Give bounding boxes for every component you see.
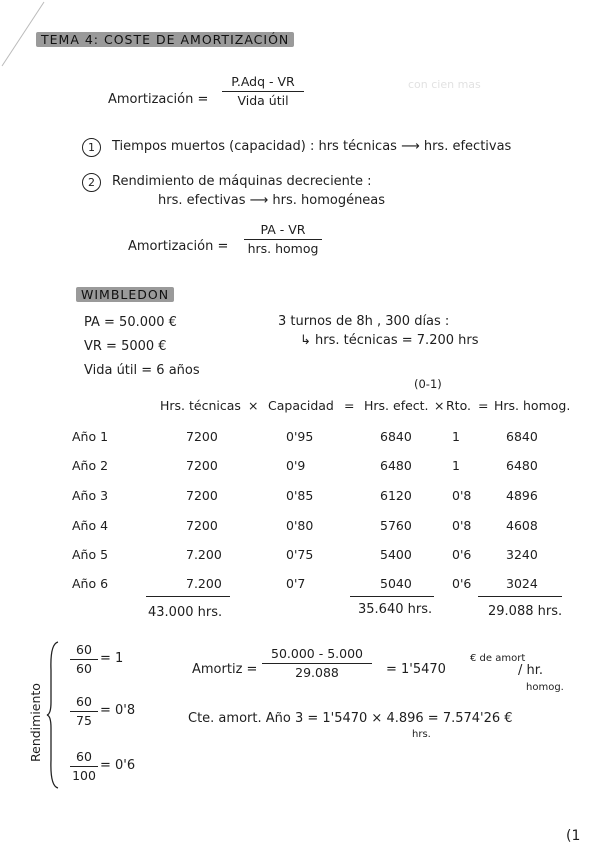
- rend-den: 100: [72, 768, 96, 784]
- cell-efec: 5040: [380, 576, 412, 591]
- calc-unit-top: € de amort: [470, 653, 526, 664]
- cell-tec: 7200: [186, 429, 218, 444]
- rend-fraction: [70, 749, 98, 784]
- horas-tecnicas: ↳ hrs. técnicas = 7.200 hrs: [300, 333, 479, 348]
- fraction-bar: [222, 91, 304, 92]
- cell-rto: 1: [452, 429, 460, 444]
- cell-cap: 0'80: [286, 518, 314, 533]
- rend-num: 60: [76, 642, 92, 657]
- total-efec: 35.640 hrs.: [358, 602, 433, 617]
- item2-marker: 2: [82, 173, 101, 192]
- cell-homog: 6840: [506, 429, 538, 444]
- cell-homog: 3240: [506, 547, 538, 562]
- calc-numerator: 50.000 - 5.000: [271, 646, 363, 661]
- fraction-bar: [244, 239, 322, 240]
- faint-note: con cien mas: [408, 78, 481, 91]
- hdr-capacidad: Capacidad: [268, 398, 334, 413]
- cell-cap: 0'95: [286, 429, 314, 444]
- cell-year: Año 4: [72, 518, 109, 533]
- hdr-hrs-homog: Hrs. homog.: [494, 398, 571, 413]
- cell-year: Año 1: [72, 429, 109, 444]
- rend-fraction: [70, 642, 98, 677]
- page-number: (1: [566, 828, 581, 844]
- cell-tec: 7200: [186, 488, 218, 503]
- rendimiento-brace: [46, 640, 60, 790]
- section-title-wimbledon: WIMBLEDON: [76, 287, 174, 302]
- cell-efec: 5760: [380, 518, 412, 533]
- total-line-homog: [478, 596, 562, 597]
- rend-result: = 0'8: [100, 703, 136, 718]
- formula1-denominator: Vida útil: [237, 93, 289, 109]
- formula1-fraction: [222, 74, 304, 109]
- hdr-rto: Rto.: [446, 398, 471, 413]
- hdr-hrs-tecnicas: Hrs. técnicas: [160, 398, 241, 413]
- cell-year: Año 3: [72, 488, 109, 503]
- calc-unit-slash: / hr.: [518, 663, 544, 678]
- item1-marker: 1: [82, 138, 101, 157]
- total-homog: 29.088 hrs.: [488, 604, 563, 619]
- cell-tec: 7.200: [186, 576, 222, 591]
- total-tec: 43.000 hrs.: [148, 605, 223, 620]
- hdr-equals: =: [344, 398, 355, 413]
- hdr-equals: =: [478, 398, 489, 413]
- cell-cap: 0'9: [286, 458, 306, 473]
- fraction-bar: [70, 659, 98, 660]
- formula1-label: Amortización =: [108, 92, 209, 107]
- formula2-label: Amortización =: [128, 239, 229, 254]
- pa-value: PA = 50.000 €: [84, 315, 177, 330]
- item2-text2: hrs. efectivas ⟶ hrs. homogéneas: [158, 193, 386, 208]
- vida-util: Vida útil = 6 años: [84, 363, 200, 378]
- hdr-times: ×: [248, 398, 259, 413]
- turnos-text: 3 turnos de 8h , 300 días :: [278, 314, 450, 329]
- total-line-tec: [146, 596, 230, 597]
- cell-rto: 0'6: [452, 547, 472, 562]
- hdr-times: ×: [434, 398, 445, 413]
- formula2-numerator: PA - VR: [260, 222, 306, 237]
- cell-efec: 6120: [380, 488, 412, 503]
- formula1-numerator: P.Adq - VR: [231, 74, 295, 89]
- rend-fraction: [70, 694, 98, 729]
- calc-result: = 1'5470: [386, 662, 446, 677]
- calc-fraction: [262, 646, 372, 681]
- cell-tec: 7200: [186, 458, 218, 473]
- item2-text: Rendimiento de máquinas decreciente :: [112, 174, 372, 189]
- cell-year: Año 2: [72, 458, 109, 473]
- vr-value: VR = 5000 €: [84, 339, 167, 354]
- cell-rto: 0'8: [452, 518, 472, 533]
- range-note: (0-1): [414, 377, 442, 391]
- rendimiento-label: Rendimiento: [28, 683, 43, 762]
- cell-rto: 1: [452, 458, 460, 473]
- cell-homog: 4608: [506, 518, 538, 533]
- cell-efec: 6840: [380, 429, 412, 444]
- cell-cap: 0'7: [286, 576, 306, 591]
- cell-rto: 0'6: [452, 576, 472, 591]
- cte-sub: hrs.: [412, 729, 431, 740]
- rend-result: = 0'6: [100, 758, 136, 773]
- cell-efec: 6480: [380, 458, 412, 473]
- rend-den: 75: [76, 713, 92, 729]
- rend-result: = 1: [100, 651, 124, 666]
- cell-homog: 3024: [506, 576, 538, 591]
- cell-cap: 0'75: [286, 547, 314, 562]
- cell-tec: 7.200: [186, 547, 222, 562]
- item1-text: Tiempos muertos (capacidad) : hrs técnicas ⟶ hrs. efectivas: [112, 139, 512, 154]
- formula2-denominator: hrs. homog: [247, 241, 319, 257]
- cell-homog: 6480: [506, 458, 538, 473]
- total-line-efec: [350, 596, 434, 597]
- hdr-hrs-efect: Hrs. efect.: [364, 398, 429, 413]
- calc-unit-bottom: homog.: [526, 682, 564, 693]
- fraction-bar: [262, 663, 372, 664]
- rend-den: 60: [76, 661, 92, 677]
- fraction-bar: [70, 766, 98, 767]
- cte-amort: Cte. amort. Año 3 = 1'5470 × 4.896 = 7.574'26 €: [188, 711, 513, 726]
- formula2-fraction: [244, 222, 322, 257]
- cell-rto: 0'8: [452, 488, 472, 503]
- calc-denominator: 29.088: [295, 665, 339, 681]
- calc-label: Amortiz =: [192, 662, 258, 677]
- cell-year: Año 6: [72, 576, 109, 591]
- cell-efec: 5400: [380, 547, 412, 562]
- cell-cap: 0'85: [286, 488, 314, 503]
- fraction-bar: [70, 711, 98, 712]
- cell-tec: 7200: [186, 518, 218, 533]
- cell-year: Año 5: [72, 547, 109, 562]
- cell-homog: 4896: [506, 488, 538, 503]
- rend-num: 60: [76, 749, 92, 764]
- rend-num: 60: [76, 694, 92, 709]
- page-title: TEMA 4: COSTE DE AMORTIZACIÓN: [36, 32, 294, 47]
